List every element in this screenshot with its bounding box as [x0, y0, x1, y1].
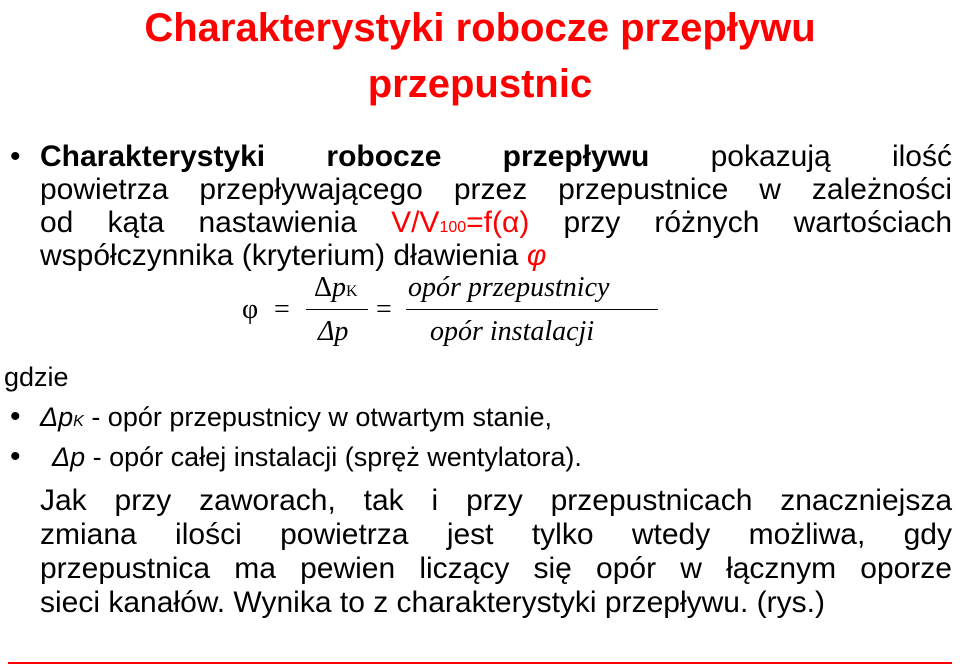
- intro-bold-1: Charakterystyki: [40, 140, 266, 173]
- closing-line-4: sieci kanałów. Wynika to z charakterystyki przepływu. (rys.): [40, 586, 825, 619]
- ratio-function: =f(α): [466, 206, 530, 239]
- ratio-subscript: 100: [439, 219, 467, 236]
- def2-text: - opór całej instalacji (spręż wentylatora).: [85, 442, 582, 472]
- closing-line-3: przepustnica ma pewien liczący się opór w łącznym oporze: [40, 552, 952, 585]
- def2-symbol: Δp: [52, 442, 86, 472]
- closing-line-2: zmiana ilości powietrza jest tylko wtedy możliwa, gdy: [40, 518, 952, 551]
- intro-line-2: powietrza przepływającego przez przepustnice w zależności: [40, 173, 952, 206]
- def1-text: - opór przepustnicy w otwartym stanie,: [83, 402, 552, 432]
- intro-line4-text: współczynnika (kryterium) dławienia: [40, 239, 527, 272]
- formula-phi: φ: [242, 294, 259, 325]
- formula-rhs-numerator: opór przepustnicy: [408, 272, 610, 303]
- page-title-line2: przepustnic: [367, 62, 593, 106]
- intro-bold-2: robocze: [326, 140, 442, 173]
- formula-fraction-bar-1: [306, 309, 368, 310]
- formula-eq-1: =: [274, 294, 290, 325]
- formula-rhs-denominator: opór instalacji: [430, 316, 595, 347]
- bullet-def-2: •: [10, 440, 21, 473]
- intro-rest-1b: ilość: [891, 140, 952, 173]
- bullet-intro: •: [10, 140, 21, 173]
- definition-2: [52, 442, 582, 473]
- intro-line3-tail: przy różnych wartościach: [529, 206, 952, 239]
- def1-symbol: Δp: [40, 402, 74, 432]
- formula-numerator: [314, 272, 358, 304]
- formula-p: p: [332, 272, 347, 303]
- def1-subscript: K: [73, 413, 84, 430]
- formula-denominator: Δp: [318, 316, 349, 347]
- formula-delta: Δ: [314, 272, 333, 303]
- intro-bold-3: przepływu: [502, 140, 650, 173]
- definition-1: [40, 402, 552, 433]
- page-title-line1: Charakterystyki robocze przepływu: [144, 6, 816, 50]
- intro-line-4: [40, 239, 952, 272]
- intro-rest-1a: pokazują: [710, 140, 831, 173]
- intro-line3-text: od kąta nastawienia: [40, 206, 392, 239]
- gdzie-label: gdzie: [4, 362, 69, 392]
- bullet-def-1: •: [10, 400, 21, 433]
- formula-eq-2: =: [376, 294, 392, 325]
- formula-subscript-k: K: [346, 283, 358, 300]
- formula-fraction-bar-2: [406, 309, 658, 310]
- closing-line-1: Jak przy zaworach, tak i przy przepustnicach znaczniejsza: [40, 484, 952, 517]
- intro-line-1: [40, 140, 952, 173]
- bottom-divider: [8, 662, 952, 664]
- ratio-label: V/V: [391, 206, 440, 239]
- phi-symbol-red: φ: [526, 239, 547, 272]
